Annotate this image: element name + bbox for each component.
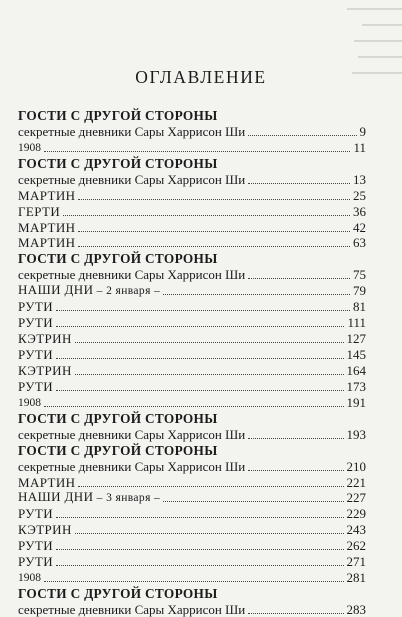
dot-leader bbox=[44, 406, 344, 407]
dot-leader bbox=[248, 613, 343, 614]
toc-page-number: 9 bbox=[359, 123, 366, 139]
toc-entry bbox=[18, 314, 366, 330]
toc-entry-label bbox=[18, 300, 56, 314]
toc-entry bbox=[18, 490, 366, 506]
show-through-mark bbox=[358, 56, 402, 58]
toc-entry bbox=[18, 505, 366, 521]
toc-entry-label bbox=[18, 507, 56, 521]
toc-title: ОГЛАВЛЕНИЕ bbox=[135, 66, 267, 87]
toc-section-heading bbox=[18, 155, 366, 171]
toc-entry-text: секретные дневники Сары Харрисон Ши bbox=[18, 458, 246, 474]
toc-entry-label bbox=[18, 380, 56, 394]
toc-entry-label bbox=[18, 236, 78, 250]
show-through-mark bbox=[347, 8, 402, 10]
toc-entry-date: – 3 января – bbox=[93, 492, 161, 505]
toc-entry-label bbox=[18, 364, 75, 378]
toc-entry-text: ГОСТИ С ДРУГОЙ СТОРОНЫ bbox=[18, 155, 218, 171]
toc-entry-label bbox=[18, 490, 163, 505]
toc-entry-text: ГЕРТИ bbox=[18, 203, 61, 219]
show-through-mark bbox=[354, 40, 402, 42]
toc-entry-text: КЭТРИН bbox=[18, 522, 72, 538]
toc-entry-label bbox=[18, 571, 44, 585]
toc-entry-label bbox=[18, 428, 248, 442]
toc-page-number: 75 bbox=[353, 267, 366, 283]
toc-entry-label bbox=[18, 539, 56, 553]
toc-page-number: 221 bbox=[346, 474, 366, 490]
toc-entry bbox=[18, 123, 366, 139]
toc-section-heading bbox=[18, 410, 366, 426]
toc-section-heading bbox=[18, 585, 366, 601]
toc-entry bbox=[18, 219, 366, 235]
dot-leader bbox=[163, 501, 343, 502]
toc-page-number: 25 bbox=[353, 187, 366, 203]
toc-page-number: 11 bbox=[353, 139, 366, 155]
dot-leader bbox=[56, 390, 343, 391]
toc-entry-label bbox=[18, 189, 78, 203]
toc-entry-text: РУТИ bbox=[18, 554, 54, 570]
toc-entry-label bbox=[18, 603, 248, 617]
toc-entry bbox=[18, 394, 366, 410]
toc-entry-text: НАШИ ДНИ bbox=[18, 489, 94, 505]
toc-page-number: 42 bbox=[353, 219, 366, 235]
toc-entry bbox=[18, 203, 366, 219]
dot-leader bbox=[248, 183, 350, 184]
dot-leader bbox=[75, 533, 344, 534]
toc-entry-label bbox=[18, 109, 221, 123]
toc-entry bbox=[18, 282, 366, 298]
toc-entry-text: секретные дневники Сары Харрисон Ши bbox=[18, 123, 246, 139]
toc-page-number: 145 bbox=[346, 347, 366, 362]
dot-leader bbox=[75, 374, 344, 375]
toc-entry bbox=[18, 362, 366, 378]
toc-entry-text: РУТИ bbox=[18, 506, 54, 522]
toc-page-number: 127 bbox=[346, 331, 366, 347]
toc-entry-label bbox=[18, 252, 221, 266]
toc-entry bbox=[18, 601, 366, 617]
dot-leader bbox=[44, 581, 344, 582]
toc-page-number: 36 bbox=[353, 203, 366, 219]
dot-leader bbox=[56, 565, 343, 566]
toc-entry bbox=[18, 171, 366, 187]
dot-leader bbox=[248, 135, 356, 136]
toc-entry-label bbox=[18, 125, 248, 139]
toc-entry-label bbox=[18, 523, 75, 537]
toc-section-heading bbox=[18, 107, 366, 123]
toc-entry-text: ГОСТИ С ДРУГОЙ СТОРОНЫ bbox=[18, 107, 218, 123]
dot-leader bbox=[56, 326, 344, 327]
toc-entry-text: РУТИ bbox=[18, 299, 54, 315]
toc-page-number: 243 bbox=[346, 522, 366, 538]
toc-entry-label bbox=[18, 476, 78, 490]
toc-entry-label bbox=[18, 444, 221, 458]
dot-leader bbox=[78, 231, 350, 232]
toc-entry-text: РУТИ bbox=[18, 347, 54, 362]
toc-page-number: 283 bbox=[346, 602, 366, 617]
toc-page-number: 271 bbox=[346, 554, 366, 570]
toc-entry-text: секретные дневники Сары Харрисон Ши bbox=[18, 426, 246, 442]
toc-entry bbox=[18, 553, 366, 569]
dot-leader bbox=[248, 470, 343, 471]
dot-leader bbox=[56, 310, 350, 311]
toc-entry-text: ГОСТИ С ДРУГОЙ СТОРОНЫ bbox=[18, 251, 218, 267]
toc-entry-text: РУТИ bbox=[18, 378, 54, 394]
dot-leader bbox=[44, 151, 350, 152]
toc-page-number: 262 bbox=[346, 538, 366, 554]
toc-page-number: 193 bbox=[346, 426, 366, 442]
toc-entry-label bbox=[18, 141, 44, 155]
toc-entry bbox=[18, 458, 366, 474]
dot-leader bbox=[78, 486, 343, 487]
toc-entry-label bbox=[18, 221, 78, 235]
toc-entry bbox=[18, 330, 366, 346]
toc-entry bbox=[18, 139, 366, 155]
toc-page-number: 173 bbox=[346, 378, 366, 394]
toc-entry-text: КЭТРИН bbox=[18, 331, 72, 347]
toc-entry-label bbox=[18, 205, 63, 219]
toc-entry-label bbox=[18, 173, 248, 187]
toc-entry-label bbox=[18, 396, 44, 410]
toc-entry-text: 1908 bbox=[18, 572, 41, 585]
toc-page-number: 229 bbox=[346, 506, 366, 522]
toc-entry-label bbox=[18, 157, 221, 171]
toc-section-heading bbox=[18, 442, 366, 458]
toc-entry bbox=[18, 235, 366, 251]
toc-entry-text: КЭТРИН bbox=[18, 362, 72, 378]
toc-page-number: 81 bbox=[353, 299, 366, 315]
toc-entry-label bbox=[18, 348, 56, 362]
dot-leader bbox=[248, 438, 343, 439]
toc-page-number: 210 bbox=[346, 458, 366, 474]
toc-entry-text: секретные дневники Сары Харрисон Ши bbox=[18, 602, 246, 617]
toc-page-number: 164 bbox=[346, 362, 366, 378]
toc-page-number: 79 bbox=[353, 283, 366, 299]
toc-entry-text: МАРТИН bbox=[18, 187, 76, 203]
toc-entry-text: НАШИ ДНИ bbox=[18, 282, 94, 298]
toc-entry-label bbox=[18, 587, 221, 601]
toc-entry-label bbox=[18, 268, 248, 282]
toc-entry bbox=[18, 569, 366, 585]
toc-entry-text: РУТИ bbox=[18, 538, 54, 554]
dot-leader bbox=[56, 358, 343, 359]
toc-page-number: 63 bbox=[353, 235, 366, 251]
toc-page-number: 111 bbox=[347, 315, 366, 331]
toc-page-number: 281 bbox=[346, 570, 366, 586]
toc-entry-label bbox=[18, 283, 163, 298]
dot-leader bbox=[75, 342, 344, 343]
toc-entry-text: 1908 bbox=[18, 396, 41, 409]
dot-leader bbox=[63, 215, 350, 216]
toc-page-number: 13 bbox=[353, 171, 366, 187]
dot-leader bbox=[78, 246, 350, 247]
toc-entry-label bbox=[18, 555, 56, 569]
dot-leader bbox=[78, 199, 350, 200]
toc-entry bbox=[18, 426, 366, 442]
toc-entry-text: секретные дневники Сары Харрисон Ши bbox=[18, 267, 246, 283]
toc-entry-text: секретные дневники Сары Харрисон Ши bbox=[18, 171, 246, 187]
toc-entry bbox=[18, 187, 366, 203]
toc-entry-text: РУТИ bbox=[18, 315, 54, 331]
toc-entry-text: МАРТИН bbox=[18, 235, 76, 251]
toc-entry-text: ГОСТИ С ДРУГОЙ СТОРОНЫ bbox=[18, 442, 218, 458]
toc-entry-text: ГОСТИ С ДРУГОЙ СТОРОНЫ bbox=[18, 410, 218, 426]
toc-entry bbox=[18, 521, 366, 537]
toc-page-number: 191 bbox=[346, 394, 366, 410]
toc-entry-date: – 2 января – bbox=[93, 285, 161, 298]
toc-entry-text: МАРТИН bbox=[18, 474, 76, 490]
toc-entry-label bbox=[18, 332, 75, 346]
toc-entry-text: 1908 bbox=[18, 141, 41, 154]
toc-entry-text: ГОСТИ С ДРУГОЙ СТОРОНЫ bbox=[18, 586, 218, 602]
dot-leader bbox=[163, 294, 350, 295]
toc-entry-label bbox=[18, 412, 221, 426]
toc-entry bbox=[18, 474, 366, 490]
toc-entry bbox=[18, 298, 366, 314]
dot-leader bbox=[56, 517, 343, 518]
table-of-contents bbox=[18, 107, 366, 617]
toc-entry bbox=[18, 346, 366, 362]
toc-entry-label bbox=[18, 460, 248, 474]
toc-section-heading bbox=[18, 250, 366, 266]
toc-entry bbox=[18, 537, 366, 553]
toc-entry bbox=[18, 378, 366, 394]
dot-leader bbox=[248, 278, 350, 279]
show-through-mark bbox=[362, 24, 402, 26]
toc-entry-text: МАРТИН bbox=[18, 219, 76, 235]
dot-leader bbox=[56, 549, 343, 550]
toc-entry-label bbox=[18, 316, 56, 330]
toc-page-number: 227 bbox=[346, 490, 366, 506]
toc-entry bbox=[18, 266, 366, 282]
